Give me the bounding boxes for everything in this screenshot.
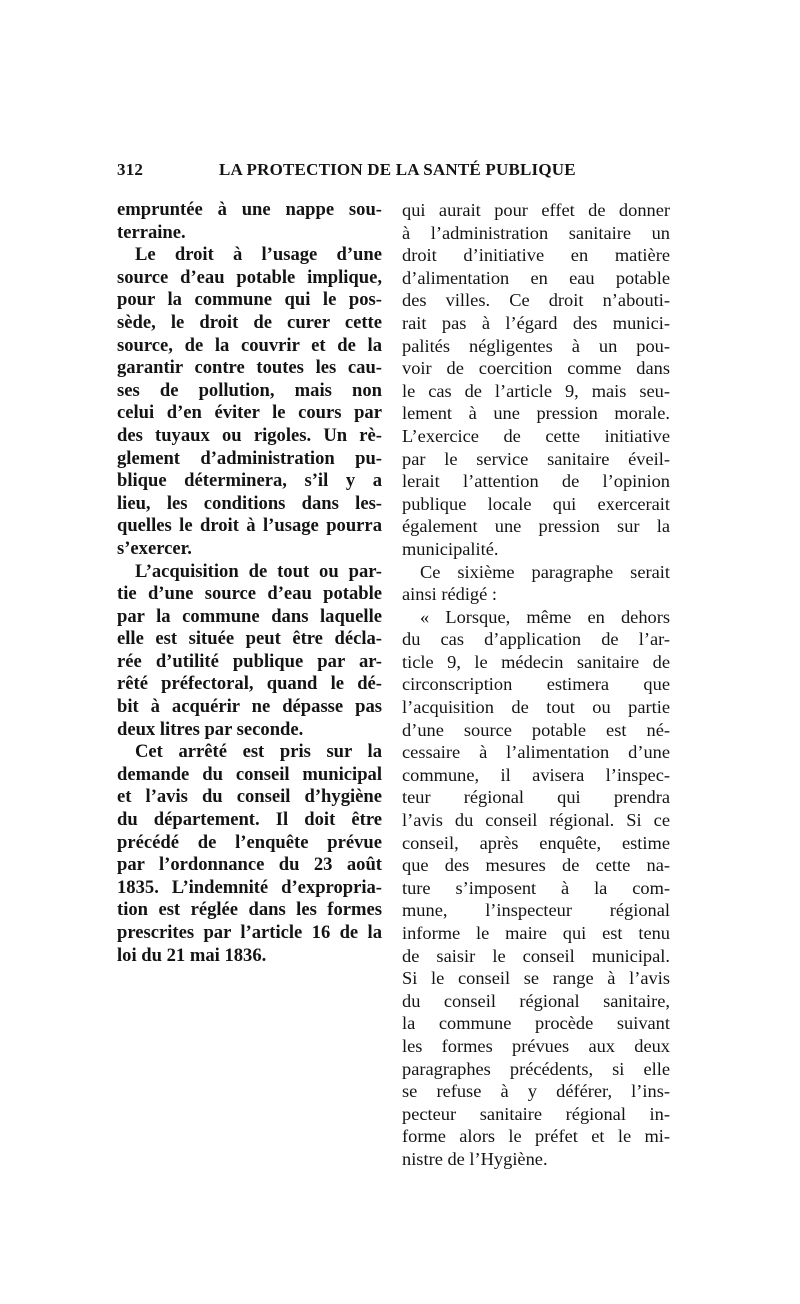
- text-line: par la commune dans laquelle: [117, 605, 382, 627]
- right-column: [402, 199, 670, 1171]
- text-line: Ce sixième paragraphe serait: [420, 561, 670, 582]
- text-line: rait pas à l’égard des munici-: [402, 312, 670, 333]
- text-line: tion est réglée dans les formes: [117, 899, 382, 921]
- text-line: municipalité.: [402, 538, 499, 559]
- text-line: précédé de l’enquête prévue: [117, 831, 382, 853]
- text-line: ses de pollution, mais non: [117, 379, 382, 401]
- text-line: nistre de l’Hygiène.: [402, 1148, 548, 1169]
- text-line: sède, le droit de curer cette: [117, 311, 382, 333]
- running-title: LA PROTECTION DE LA SANTÉ PUBLIQUE: [219, 160, 576, 179]
- text-line: la commune procède suivant: [402, 1013, 670, 1034]
- text-line: L’acquisition de tout ou par-: [135, 560, 382, 582]
- page-number: 312: [117, 160, 144, 179]
- text-line: d’alimentation en eau potable: [402, 267, 670, 288]
- text-line: celui d’en éviter le cours par: [117, 402, 382, 424]
- text-line: « Lorsque, même en dehors: [420, 606, 670, 627]
- text-line: également une pression sur la: [402, 516, 670, 537]
- text-line: des villes. Ce droit n’abouti-: [402, 290, 670, 311]
- text-line: lerait l’attention de l’opinion: [402, 471, 670, 492]
- text-line: informe le maire qui est tenu: [402, 923, 670, 943]
- text-line: publique locale qui exercerait: [402, 493, 670, 514]
- text-line: commune, il avisera l’inspec-: [402, 764, 670, 785]
- text-line: conseil, après enquête, estime: [402, 832, 670, 853]
- text-line: se refuse à y déférer, l’ins-: [402, 1081, 670, 1102]
- text-line: circonscription estimera que: [402, 674, 670, 695]
- text-line: source d’eau potable implique,: [117, 266, 382, 288]
- text-line: Cet arrêté est pris sur la: [135, 741, 382, 763]
- text-line: mune, l’inspecteur régional: [402, 900, 670, 921]
- text-line: voir de coercition comme dans: [402, 358, 670, 379]
- text-line: d’une source potable est né-: [402, 719, 670, 740]
- text-line: ticle 9, le médecin sanitaire de: [402, 651, 670, 672]
- text-line: des tuyaux ou rigoles. Un rè-: [117, 424, 382, 446]
- text-line: forme alors le préfet et le mi-: [402, 1126, 670, 1147]
- text-line: l’acquisition de tout ou partie: [402, 697, 670, 718]
- text-line: loi du 21 mai 1836.: [117, 944, 267, 966]
- text-line: empruntée à une nappe sou-: [117, 199, 382, 220]
- text-line: pecteur sanitaire régional in-: [402, 1103, 670, 1124]
- text-line: glement d’administration pu-: [117, 447, 382, 469]
- text-line: et l’avis du conseil d’hygiène: [117, 786, 382, 808]
- text-line: pour la commune qui le pos-: [117, 289, 382, 311]
- text-line: le cas de l’article 9, mais seu-: [402, 380, 670, 401]
- text-line: L’exercice de cette initiative: [402, 425, 670, 446]
- text-line: Le droit à l’usage d’une: [135, 244, 382, 266]
- text-line: qui aurait pour effet de donner: [402, 200, 670, 220]
- text-line: les formes prévues aux deux: [402, 1035, 670, 1056]
- text-line: 1835. L’indemnité d’expropria-: [117, 876, 382, 898]
- text-line: paragraphes précédents, si elle: [402, 1058, 670, 1079]
- text-line: du département. Il doit être: [117, 809, 382, 831]
- text-line: s’exercer.: [117, 537, 192, 559]
- text-line: tie d’une source d’eau potable: [117, 583, 382, 605]
- text-line: l’avis du conseil régional. Si ce: [402, 810, 670, 831]
- text-line: du conseil régional sanitaire,: [402, 990, 670, 1011]
- text-line: par l’ordonnance du 23 août: [117, 854, 382, 876]
- text-line: garantir contre toutes les cau-: [117, 357, 382, 379]
- text-line: du cas d’application de l’ar-: [402, 629, 670, 650]
- text-line: demande du conseil municipal: [117, 763, 382, 785]
- text-line: bit à acquérir ne dépasse pas: [117, 696, 382, 718]
- text-line: terraine.: [117, 221, 186, 243]
- text-line: palités négligentes à un pou-: [402, 335, 670, 356]
- text-line: cessaire à l’alimentation d’une: [402, 742, 670, 763]
- text-line: à l’administration sanitaire un: [402, 222, 670, 243]
- text-line: de saisir le conseil municipal.: [402, 945, 670, 966]
- text-line: rée d’utilité publique par ar-: [117, 650, 382, 672]
- text-line: par le service sanitaire éveil-: [402, 448, 670, 469]
- text-line: prescrites par l’article 16 de la: [117, 922, 382, 943]
- text-line: teur régional qui prendra: [402, 787, 670, 808]
- text-line: ture s’imposent à la com-: [402, 877, 670, 898]
- text-line: blique déterminera, s’il y a: [117, 470, 382, 492]
- text-line: ainsi rédigé :: [402, 584, 497, 605]
- text-line: lement à une pression morale.: [402, 403, 670, 424]
- text-line: quelles le droit à l’usage pourra: [117, 515, 382, 537]
- text-line: source, de la couvrir et de la: [117, 334, 382, 356]
- text-line: lieu, les conditions dans les-: [117, 492, 382, 514]
- left-column: [117, 199, 382, 967]
- text-line: droit d’initiative en matière: [402, 245, 670, 266]
- text-line: que des mesures de cette na-: [402, 855, 670, 876]
- text-line: Si le conseil se range à l’avis: [402, 968, 670, 989]
- text-line: deux litres par seconde.: [117, 718, 304, 740]
- text-line: rêté préfectoral, quand le dé-: [117, 673, 382, 695]
- text-line: elle est située peut être décla-: [117, 628, 382, 650]
- running-header: [117, 160, 670, 186]
